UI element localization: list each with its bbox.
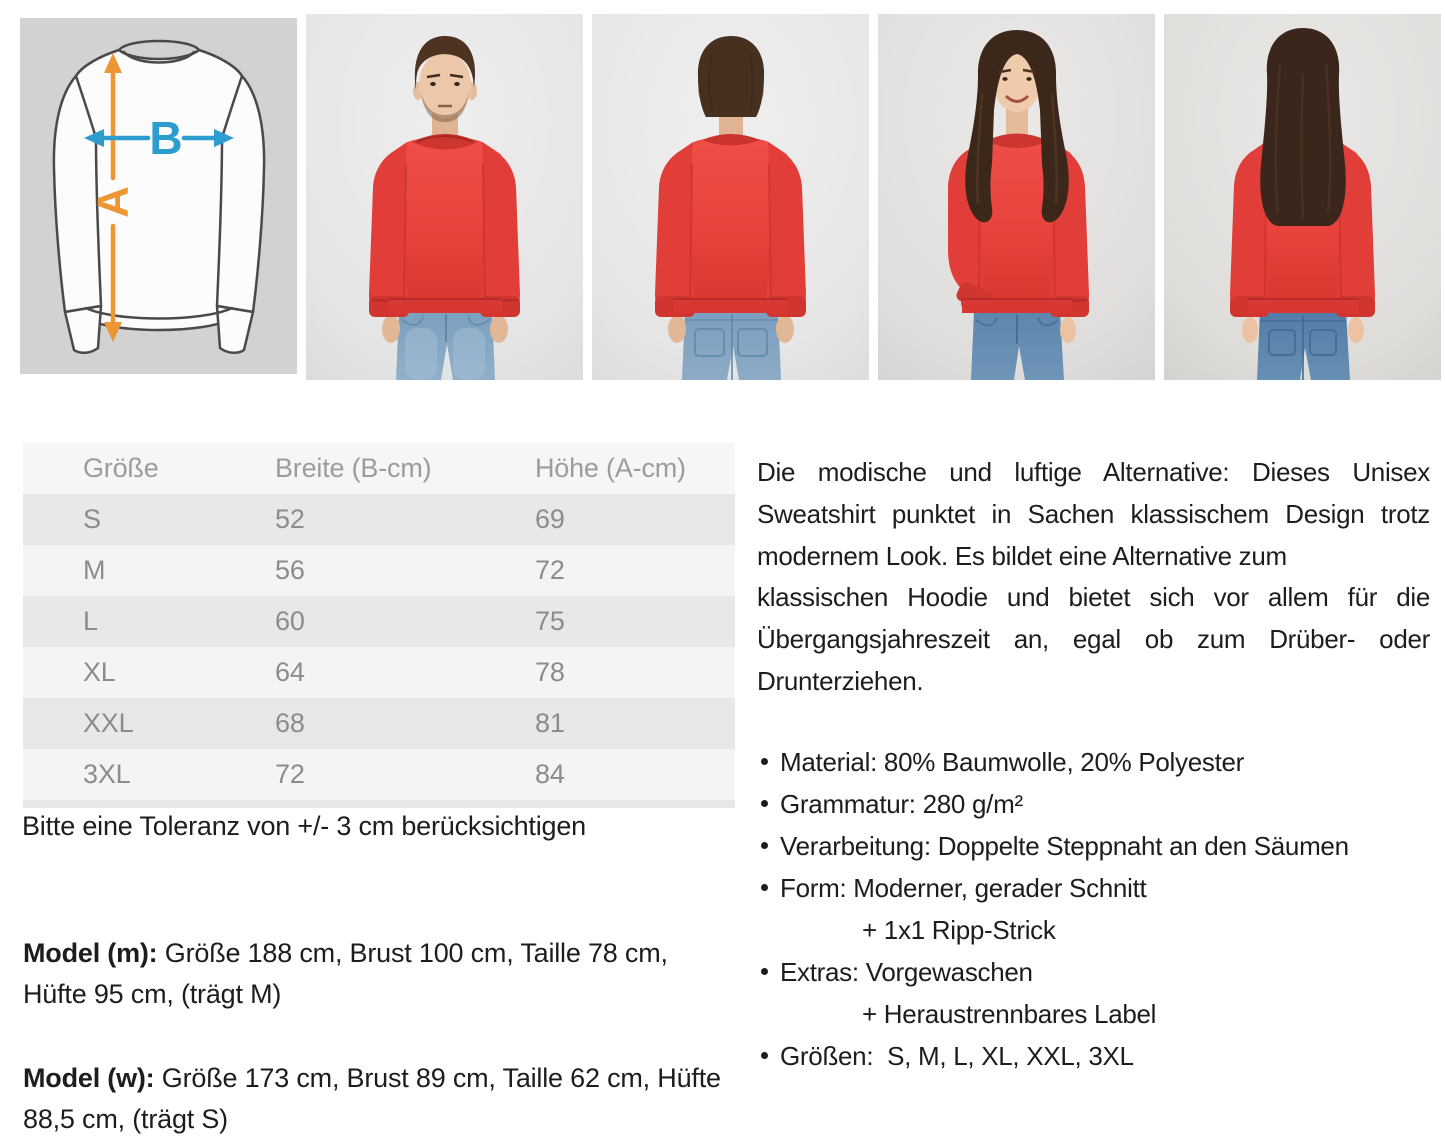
cell-size: XXL: [23, 698, 213, 749]
product-image-strip: [20, 14, 1441, 380]
feature-item: [757, 1035, 1439, 1077]
bullet-icon: [761, 842, 768, 849]
sweatshirt-outline: [54, 41, 264, 353]
cell-height: 75: [473, 596, 735, 647]
description-line: Drunterziehen.: [757, 665, 924, 696]
feature-text: Verarbeitung: Doppelte Steppnaht an den Säumen: [780, 831, 1349, 861]
description-line: klassischen Hoodie und bietet sich vor allem für die: [757, 582, 1430, 613]
woman-back-illustration: [1164, 14, 1441, 380]
size-row: [23, 698, 735, 749]
size-row: [23, 749, 735, 800]
right-hand: [1348, 317, 1364, 343]
sweatshirt: [369, 134, 520, 317]
cell-width: 52: [213, 494, 473, 545]
cell-height: 81: [473, 698, 735, 749]
left-hand: [668, 315, 686, 343]
description-line: Die modische und luftige Alternative: Dieses Unisex: [757, 457, 1430, 487]
hair: [1260, 28, 1346, 226]
size-chart: [23, 443, 735, 808]
left-hand: [1242, 317, 1258, 343]
right-hand: [1060, 317, 1076, 343]
jeans: [682, 310, 781, 380]
cell-height: 84: [473, 749, 735, 800]
photo-man-back: [592, 14, 869, 380]
cell-width: 72: [213, 749, 473, 800]
photo-woman-back: [1164, 14, 1441, 380]
photo-man-front: [306, 14, 583, 380]
product-description: [757, 452, 1430, 703]
bullet-icon: [761, 884, 768, 891]
size-row: [23, 545, 735, 596]
feature-item: [757, 783, 1439, 825]
feature-text: Grammatur: 280 g/m²: [780, 789, 1023, 819]
cell-width: 56: [213, 545, 473, 596]
jeans: [1257, 311, 1350, 380]
cell-size: XL: [23, 647, 213, 698]
bullet-icon: [761, 968, 768, 975]
height-label: A: [88, 186, 138, 218]
header-width: Breite (B-cm): [213, 443, 473, 494]
man-front-illustration: [306, 14, 583, 380]
model-m-label: Model (m):: [23, 938, 158, 968]
size-row: [23, 596, 735, 647]
size-row: [23, 494, 735, 545]
model-w-label: Model (w):: [23, 1063, 155, 1093]
feature-item: [757, 951, 1439, 993]
sweatshirt-measure-diagram: [20, 18, 297, 374]
model-w-details: Größe 173 cm, Brust 89 cm, Taille 62 cm, Hüfte 88,5 cm, (trägt S): [23, 1063, 721, 1134]
feature-subline: + Heraustrennbares Label: [862, 999, 1157, 1029]
cell-width: 60: [213, 596, 473, 647]
size-row: [23, 647, 735, 698]
sweatshirt: [655, 134, 806, 317]
feature-text: Extras: Vorgewaschen: [780, 957, 1033, 987]
feature-item: [757, 825, 1439, 867]
bullet-icon: [761, 758, 768, 765]
right-hand: [776, 315, 794, 343]
header-height: Höhe (A-cm): [473, 443, 735, 494]
cell-width: 68: [213, 698, 473, 749]
description-line: modernem Look. Es bildet eine Alternative zum: [757, 540, 1287, 571]
left-hand: [382, 315, 400, 343]
cell-size: S: [23, 494, 213, 545]
woman-front-illustration: [878, 14, 1155, 380]
description-line: Übergangsjahreszeit an, egal ob zum Drüber- oder: [757, 624, 1430, 655]
cell-size: L: [23, 596, 213, 647]
cell-size: 3XL: [23, 749, 213, 800]
feature-text: Material: 80% Baumwolle, 20% Polyester: [780, 747, 1245, 777]
cell-height: 69: [473, 494, 735, 545]
description-line: Sweatshirt punktet in Sachen klassischem Design trotz: [757, 498, 1430, 529]
size-diagram-panel: [20, 18, 297, 374]
model-w-info: [23, 1058, 723, 1140]
header-size: Größe: [23, 443, 213, 494]
feature-item: [757, 867, 1439, 909]
model-m-details: Größe 188 cm, Brust 100 cm, Taille 78 cm, Hüfte 95 cm, (trägt M): [23, 938, 668, 1009]
size-table: [23, 443, 735, 800]
model-m-info: [23, 933, 723, 1015]
right-hand: [490, 315, 508, 343]
cell-height: 78: [473, 647, 735, 698]
cell-height: 72: [473, 545, 735, 596]
photo-woman-front: [878, 14, 1155, 380]
feature-text: Größen: S, M, L, XL, XXL, 3XL: [780, 1041, 1134, 1071]
bullet-icon: [761, 800, 768, 807]
feature-subline: + 1x1 Ripp-Strick: [862, 915, 1056, 945]
feature-item: [757, 741, 1439, 783]
width-label: B: [149, 112, 183, 164]
feature-list: [757, 741, 1439, 1077]
tolerance-note: Bitte eine Toleranz von +/- 3 cm berücksichtigen: [22, 811, 586, 841]
cell-size: M: [23, 545, 213, 596]
man-back-illustration: [592, 14, 869, 380]
feature-text: Form: Moderner, gerader Schnitt: [780, 873, 1147, 903]
bullet-icon: [761, 1052, 768, 1059]
size-table-header-row: [23, 443, 735, 494]
cell-width: 64: [213, 647, 473, 698]
table-bottom-bar: [23, 800, 735, 808]
